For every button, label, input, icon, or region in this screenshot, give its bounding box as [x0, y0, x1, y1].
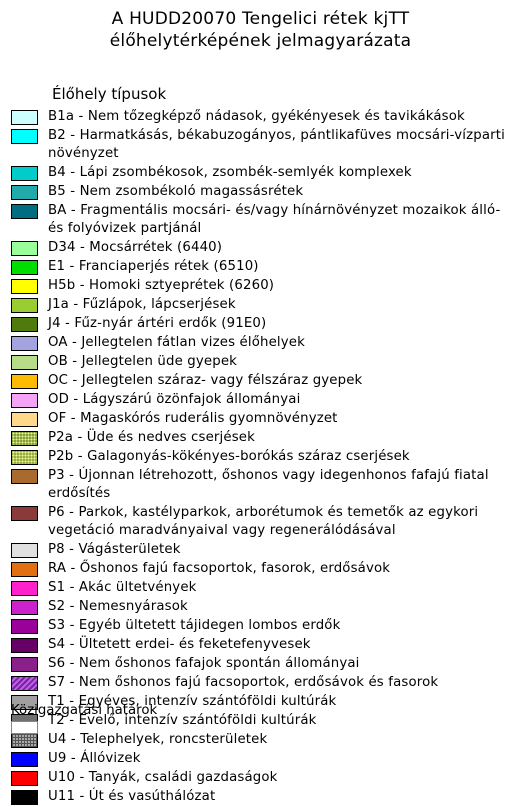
legend-item	[11, 334, 516, 353]
legend-title	[0, 8, 521, 52]
legend-swatch	[11, 450, 38, 465]
legend-label: H5b - Homoki sztyeprétek (6260)	[48, 278, 275, 293]
legend-label: T1 - Egyéves, intenzív szántóföldi kultúrák	[48, 694, 337, 709]
legend-item	[11, 127, 516, 164]
legend-item	[11, 183, 516, 202]
legend-swatch	[11, 581, 38, 596]
admin-boundaries-label: Közigazgatási határok	[11, 703, 158, 718]
legend-item	[11, 598, 516, 617]
admin-boundary-swatch	[11, 721, 38, 734]
legend-label: T2 - Évelő, intenzív szántóföldi kultúrák	[48, 713, 317, 728]
legend-label: S7 - Nem őshonos fajú facsoportok, erdősávok és fasorok	[48, 675, 439, 690]
legend-label: U10 - Tanyák, családi gazdaságok	[48, 770, 278, 785]
legend-label: OF - Magaskórós ruderális gyomnövényzet	[48, 411, 338, 426]
legend-label: S4 - Ültetett erdei- és feketefenyvesek	[48, 637, 311, 652]
legend-label: D34 - Mocsárrétek (6440)	[48, 240, 223, 255]
legend-item	[11, 372, 516, 391]
legend-item	[11, 560, 516, 579]
legend-swatch	[11, 260, 38, 275]
legend-item	[11, 541, 516, 560]
legend-swatch	[11, 543, 38, 558]
legend-label: P6 - Parkok, kastélyparkok, arborétumok és temetők az egykori vegetáció maradványaival vagy regenerálódásával	[48, 505, 479, 538]
legend-swatch	[11, 298, 38, 313]
legend-label: P3 - Újonnan létrehozott, őshonos vagy idegenhonos fafajú fiatal erdősítés	[48, 468, 489, 501]
legend-swatch	[11, 279, 38, 294]
legend-item	[11, 448, 516, 467]
legend-label: P2a - Üde és nedves cserjések	[48, 430, 255, 445]
legend-swatch	[11, 166, 38, 181]
legend-swatch	[11, 562, 38, 577]
title-line-1: A HUDD20070 Tengelici rétek kjTT	[111, 9, 410, 29]
legend-swatch	[11, 600, 38, 615]
legend-item	[11, 579, 516, 598]
legend-swatch	[11, 393, 38, 408]
legend-label: B4 - Lápi zsombékosok, zsombék-semlyék komplexek	[48, 165, 412, 180]
legend-swatch	[11, 469, 38, 484]
legend-item	[11, 391, 516, 410]
legend-swatch	[11, 771, 38, 786]
legend-swatch	[11, 185, 38, 200]
legend-swatch	[11, 638, 38, 653]
legend-label: B2 - Harmatkásás, békabuzogányos, pántlikafüves mocsári-vízparti növényzet	[48, 128, 505, 161]
legend-swatch	[11, 204, 38, 219]
legend-label: OC - Jellegtelen száraz- vagy félszáraz gyepek	[48, 373, 363, 388]
legend-label: U4 - Telephelyek, roncsterületek	[48, 732, 268, 747]
legend-label: S1 - Akác ültetvények	[48, 580, 197, 595]
legend-swatch	[11, 110, 38, 125]
legend-label: S3 - Egyéb ültetett tájidegen lombos erdők	[48, 618, 341, 633]
legend-item	[11, 164, 516, 183]
legend-label: E1 - Franciaperjés rétek (6510)	[48, 259, 259, 274]
legend-item	[11, 202, 516, 239]
legend-swatch	[11, 355, 38, 370]
legend-item	[11, 769, 516, 788]
legend-swatch	[11, 752, 38, 767]
legend-swatch	[11, 412, 38, 427]
legend-item	[11, 655, 516, 674]
legend-label: OB - Jellegtelen üde gyepek	[48, 354, 238, 369]
legend-label: OA - Jellegtelen fátlan vizes élőhelyek	[48, 335, 305, 350]
legend-label: S6 - Nem őshonos fafajok spontán állományai	[48, 656, 360, 671]
legend-label: J1a - Fűzlápok, lápcserjések	[48, 297, 236, 312]
legend-swatch	[11, 506, 38, 521]
legend-item	[11, 788, 516, 807]
legend-swatch	[11, 374, 38, 389]
legend-swatch	[11, 431, 38, 446]
title-line-2: élőhelytérképének jelmagyarázata	[109, 31, 412, 51]
legend-label: B1a - Nem tőzegképző nádasok, gyékényesek és tavikákások	[48, 109, 465, 124]
legend-item	[11, 504, 516, 541]
legend-item	[11, 315, 516, 334]
legend-label: RA - Őshonos fajú facsoportok, fasorok, erdősávok	[48, 561, 391, 576]
habitat-types-heading: Élőhely típusok	[52, 85, 167, 103]
legend-item	[11, 108, 516, 127]
legend-item	[11, 258, 516, 277]
legend-item	[11, 239, 516, 258]
legend-swatch	[11, 317, 38, 332]
legend-label: P2b - Galagonyás-kökényes-borókás száraz cserjések	[48, 449, 410, 464]
legend-item	[11, 617, 516, 636]
legend-label: BA - Fragmentális mocsári- és/vagy hínárnövényzet mozaikok álló- és folyóvizek partjánál	[48, 203, 501, 236]
legend-item	[11, 277, 516, 296]
legend-item	[11, 750, 516, 769]
legend-item	[11, 296, 516, 315]
legend-label: U9 - Állóvizek	[48, 751, 141, 766]
legend-swatch	[11, 336, 38, 351]
legend-label: P8 - Vágásterületek	[48, 542, 181, 557]
legend-item	[11, 410, 516, 429]
legend-label: J4 - Fűz-nyár ártéri erdők (91E0)	[48, 316, 267, 331]
legend-swatch	[11, 790, 38, 805]
legend-item	[11, 636, 516, 655]
legend-swatch	[11, 619, 38, 634]
legend-swatch	[11, 676, 38, 691]
legend-item	[11, 353, 516, 372]
legend-item	[11, 429, 516, 448]
legend-swatch	[11, 129, 38, 144]
legend-label: B5 - Nem zsombékoló magassásrétek	[48, 184, 304, 199]
legend-label: U11 - Út és vasúthálózat	[48, 789, 216, 804]
legend-label: S2 - Nemesnyárasok	[48, 599, 188, 614]
legend-item	[11, 467, 516, 504]
legend-label: OD - Lágyszárú özönfajok állományai	[48, 392, 301, 407]
legend-swatch	[11, 241, 38, 256]
legend-item	[11, 674, 516, 693]
legend-swatch	[11, 657, 38, 672]
legend-item	[11, 731, 516, 750]
